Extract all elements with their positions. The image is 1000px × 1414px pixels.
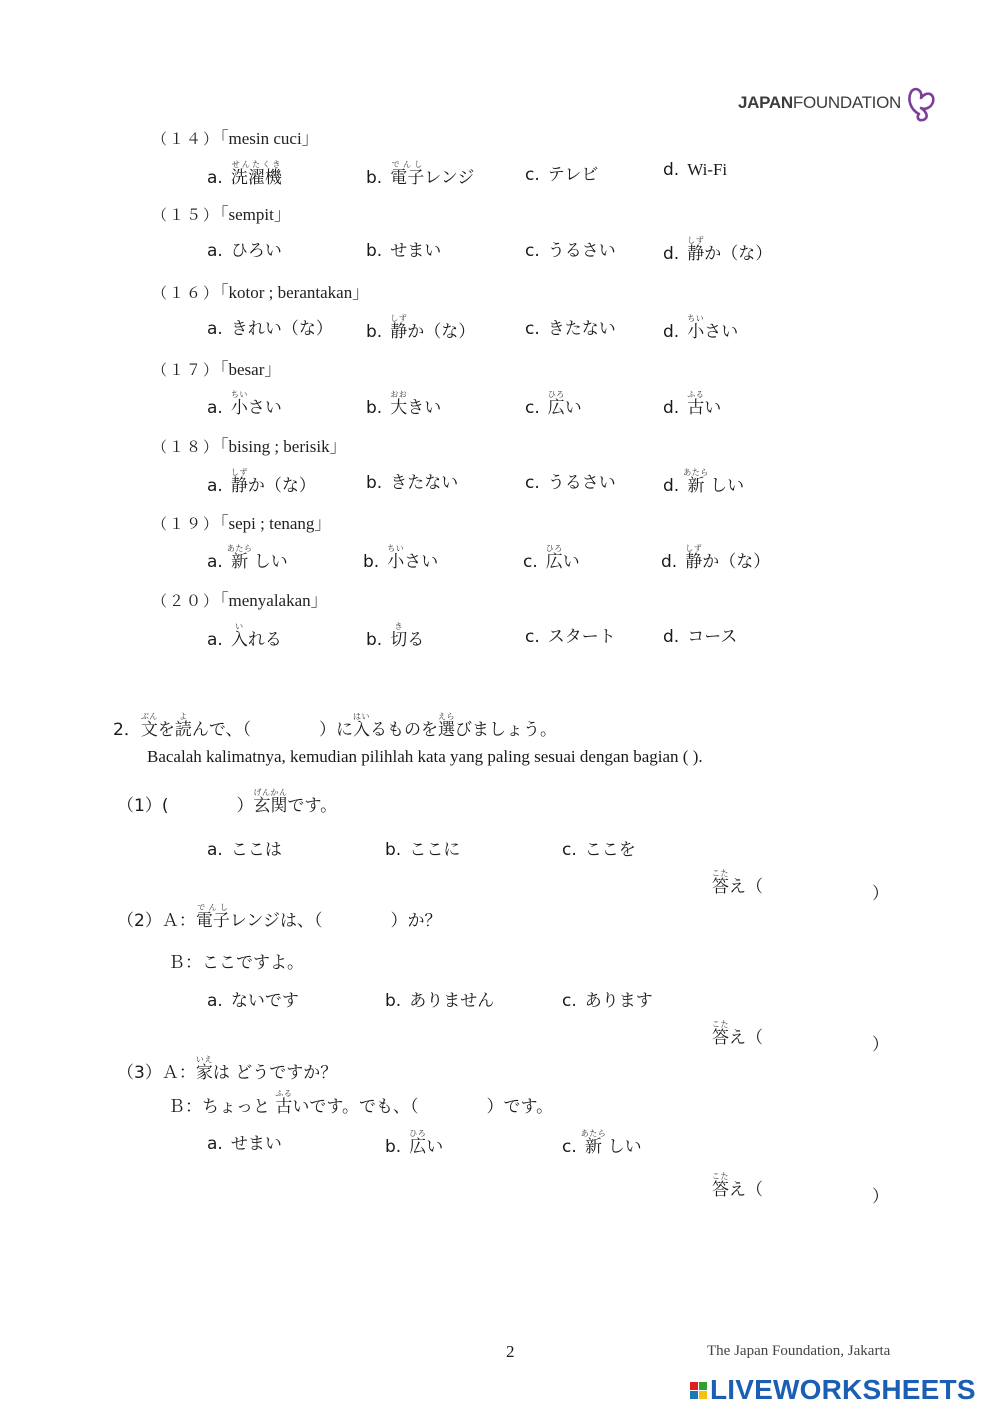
question-number: （１６）	[152, 284, 221, 302]
question-number: （１７）	[152, 361, 221, 379]
question-3-line-a: （3）Ａ：家いえは どうですか？	[117, 1055, 338, 1083]
question-3-line-b: Ｂ：ちょっと 古ふるいです。でも、（ ）です。	[168, 1089, 554, 1117]
answer-option-b[interactable]: b. せまい	[366, 241, 442, 261]
option-letter: c.	[562, 840, 577, 860]
answer-option-d[interactable]: d. 小ちいさい	[663, 314, 739, 342]
option-letter: c.	[525, 241, 540, 261]
question-word: 「mesin cuci」	[220, 129, 319, 148]
furigana-word: 選えら	[438, 712, 455, 740]
furigana-word: 玄関げんかん	[253, 788, 288, 816]
question-word: 「menyalakan」	[220, 591, 328, 610]
question-heading	[152, 509, 331, 534]
answer-option-d[interactable]: d. 新あたら しい	[663, 468, 745, 496]
answer-label-2: 答こたえ（	[712, 1020, 763, 1048]
answer-option-c[interactable]: c. スタート	[525, 627, 616, 647]
option-letter: b.	[366, 322, 383, 342]
furigana-word: 新あたら	[580, 1129, 607, 1157]
question-number: （１４）	[152, 130, 221, 148]
section2-instruction: Bacalah kalimatnya, kemudian pilihlah kata yang paling sesuai dengan bagian ( ).	[147, 747, 703, 766]
furigana-word: 入い	[230, 622, 248, 650]
question-heading	[152, 278, 369, 303]
answer-option-d[interactable]: d. 静しずか（な）	[661, 544, 771, 572]
option-letter: d.	[661, 552, 678, 572]
furigana-word: 電子でんし	[390, 160, 425, 188]
option-letter: d.	[663, 476, 680, 496]
furigana-word: 切き	[390, 622, 408, 650]
answer-option-c[interactable]: c. あります	[562, 991, 653, 1011]
answer-option-a[interactable]	[207, 160, 282, 188]
option-letter: c.	[525, 319, 540, 339]
question-word: 「kotor ; berantakan」	[220, 283, 370, 302]
furigana-word: 新あたら	[226, 544, 253, 572]
answer-option-b[interactable]: b. 小ちいさい	[363, 544, 439, 572]
option-letter: c.	[523, 552, 538, 572]
answer-option-b[interactable]: b. 電子でんしレンジ	[366, 160, 475, 188]
furigana-word: 小ちい	[230, 390, 248, 418]
option-letter: b.	[366, 473, 383, 493]
answer-option-c[interactable]: c. 広ひろい	[523, 544, 580, 572]
answer-option-c[interactable]: c. ここを	[562, 840, 636, 860]
question-word: 「sepi ; tenang」	[220, 514, 332, 533]
option-letter: c.	[525, 473, 540, 493]
option-letter: d.	[663, 244, 680, 264]
answer-close-paren: ）	[872, 1035, 889, 1055]
option-letter: a.	[207, 991, 223, 1011]
japan-foundation-logo	[738, 84, 937, 122]
answer-option-a[interactable]: a. 小ちいさい	[207, 390, 282, 418]
answer-option-b[interactable]: b. ここに	[385, 840, 461, 860]
answer-option-a[interactable]: a. ここは	[207, 840, 282, 860]
answer-input-3[interactable]	[772, 1182, 868, 1208]
furigana-word: 家いえ	[195, 1055, 213, 1083]
option-letter: a.	[207, 319, 223, 339]
question-heading	[152, 355, 281, 380]
answer-option-d[interactable]: d. 静しずか（な）	[663, 236, 773, 264]
question-number: （１８）	[152, 438, 221, 456]
answer-option-b[interactable]: b. 静しずか（な）	[366, 314, 476, 342]
furigana-word: 広ひろ	[545, 544, 563, 572]
answer-option-c[interactable]: c. 広ひろい	[525, 390, 582, 418]
furigana-word: 静しず	[390, 314, 408, 342]
answer-option-a[interactable]: a. きれい（な）	[207, 319, 333, 339]
answer-option-b[interactable]: b. ありません	[385, 991, 495, 1011]
furigana-word: 古ふる	[275, 1089, 293, 1117]
option-letter: a.	[207, 1134, 223, 1154]
furigana-word: 静しず	[687, 236, 705, 264]
logo-text: JAPANFOUNDATION	[738, 93, 901, 112]
option-letter: d.	[663, 627, 680, 647]
furigana-word: 入はい	[353, 712, 370, 740]
option-letter: c.	[525, 398, 540, 418]
answer-option-a[interactable]: a. 新あたら しい	[207, 544, 288, 572]
option-letter: c.	[525, 165, 540, 185]
furigana-word: 大おお	[390, 390, 408, 418]
option-letter: b.	[366, 630, 383, 650]
option-letter: b.	[366, 168, 383, 188]
option-letter: a.	[207, 476, 223, 496]
furigana-word: 新あたら	[683, 468, 709, 496]
option-letter: a.	[207, 241, 223, 261]
answer-option-a[interactable]: a. ひろい	[207, 241, 282, 261]
furigana-word: 小ちい	[387, 544, 405, 572]
question-2-line-a: （2）Ａ：電子でんしレンジは、（ ）か？	[117, 903, 442, 931]
furigana-word: 電子でんし	[195, 903, 230, 931]
answer-option-a[interactable]: a. 入いれる	[207, 622, 282, 650]
option-letter: b.	[366, 241, 383, 261]
answer-option-d[interactable]: d. Wi-Fi	[663, 160, 728, 180]
answer-input-2[interactable]	[772, 1030, 868, 1056]
question-heading	[152, 200, 291, 225]
option-letter: b.	[385, 840, 402, 860]
furigana-word: 古ふる	[687, 390, 705, 418]
option-letter: a.	[207, 840, 223, 860]
logo-tile-yellow	[699, 1391, 707, 1399]
answer-option-a[interactable]: a. 静しずか（な）	[207, 468, 316, 496]
option-letter: d.	[663, 322, 680, 342]
furigana-word: 静しず	[685, 544, 703, 572]
answer-option-b[interactable]: b. 大おおきい	[366, 390, 442, 418]
page-number: 2	[506, 1342, 515, 1361]
answer-label-1: 答こたえ（	[712, 869, 763, 897]
option-letter: b.	[363, 552, 380, 572]
furigana-word: 静しず	[230, 468, 248, 496]
option-letter: d.	[663, 398, 680, 418]
answer-option-c[interactable]: c. うるさい	[525, 473, 616, 493]
option-letter: b.	[385, 1137, 402, 1157]
answer-option-d[interactable]: d. 古ふるい	[663, 390, 722, 418]
answer-input-1[interactable]	[772, 879, 868, 905]
answer-option-c[interactable]: c. きたない	[525, 319, 616, 339]
option-letter: c.	[562, 1137, 577, 1157]
option-letter: c.	[562, 991, 577, 1011]
question-heading	[152, 586, 328, 611]
question-heading	[152, 432, 347, 457]
option-letter: a.	[207, 398, 223, 418]
liveworksheets-watermark	[690, 1374, 976, 1406]
furigana-word: 広ひろ	[547, 390, 565, 418]
answer-close-paren: ）	[872, 884, 889, 904]
option-letter: b.	[366, 398, 383, 418]
answer-option-b[interactable]: b. 広ひろい	[385, 1129, 444, 1157]
butterfly-icon	[905, 84, 937, 122]
logo-tile-green	[699, 1382, 707, 1390]
furigana-word: 小ちい	[687, 314, 705, 342]
option-letter: a.	[207, 552, 223, 572]
answer-option-b[interactable]: b. きたない	[366, 473, 459, 493]
answer-option-d[interactable]: d. コース	[663, 627, 738, 647]
furigana-word: 読よ	[174, 712, 192, 740]
answer-option-c[interactable]: c. うるさい	[525, 241, 616, 261]
question-number: （１９）	[152, 515, 221, 533]
furigana-word: 広ひろ	[409, 1129, 427, 1157]
furigana-word: 洗濯機せんたくき	[230, 160, 282, 188]
option-letter: b.	[385, 991, 402, 1011]
question-heading	[152, 124, 319, 149]
liveworksheets-logo-icon	[690, 1382, 707, 1399]
question-word: 「bising ; berisik」	[220, 437, 347, 456]
option-letter: a.	[207, 630, 223, 650]
liveworksheets-text: LIVEWORKSHEETS	[710, 1374, 976, 1405]
option-letter: d.	[663, 160, 680, 180]
option-letter: c.	[525, 627, 540, 647]
question-1-sentence: （1）( ）玄関げんかんです。	[117, 788, 338, 816]
answer-close-paren: ）	[872, 1187, 889, 1207]
question-word: 「sempit」	[220, 205, 291, 224]
section2-title: 2．文ぶんを読よんで、（ ）に入はいるものを選えらびましょう。	[113, 712, 557, 740]
question-number: （２０）	[152, 592, 221, 610]
answer-option-a[interactable]: a. ないです	[207, 991, 299, 1011]
option-letter: a.	[207, 168, 223, 188]
answer-option-a[interactable]: a. せまい	[207, 1134, 282, 1154]
answer-label-3: 答こたえ（	[712, 1172, 763, 1200]
question-2-line-b: Ｂ：ここですよ。	[168, 953, 304, 973]
logo-tile-red	[690, 1382, 698, 1390]
answer-option-c[interactable]: c. 新あたら しい	[562, 1129, 642, 1157]
logo-tile-blue	[690, 1391, 698, 1399]
answer-option-c[interactable]: c. テレビ	[525, 165, 599, 185]
question-number: （１５）	[152, 206, 221, 224]
question-word: 「besar」	[220, 360, 282, 379]
furigana-word: 文ぶん	[140, 712, 158, 740]
footer-credit: The Japan Foundation, Jakarta	[707, 1343, 891, 1359]
answer-option-b[interactable]: b. 切きる	[366, 622, 425, 650]
